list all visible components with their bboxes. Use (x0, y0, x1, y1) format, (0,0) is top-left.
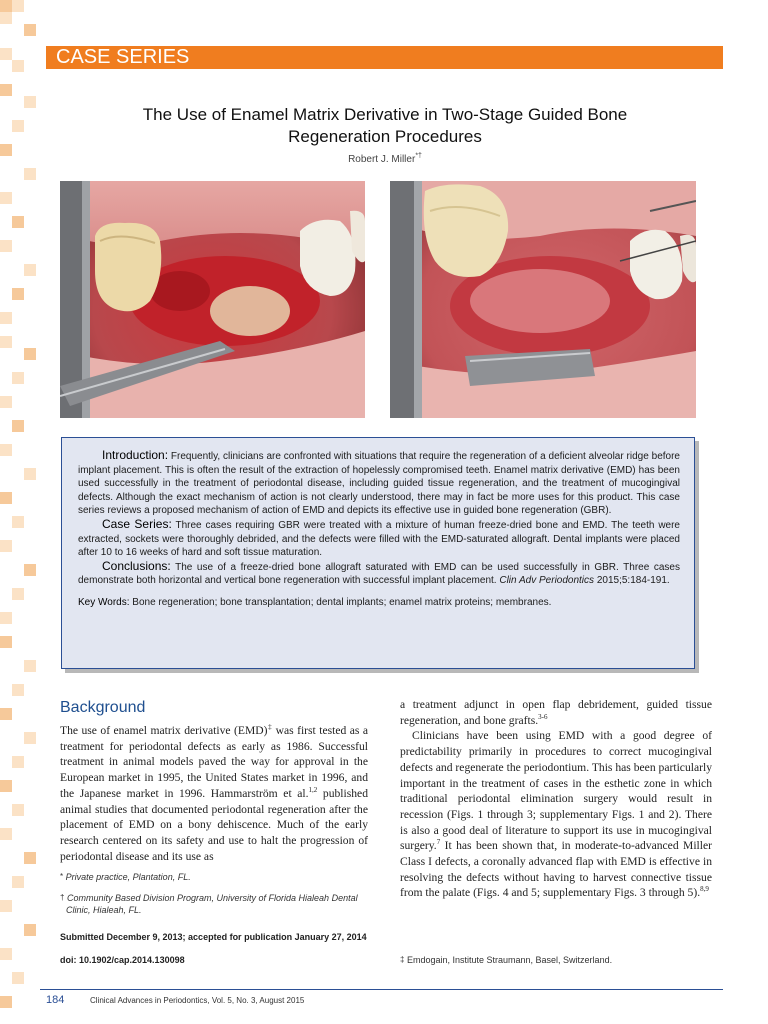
footnote-2-line-1: Community Based Division Program, University of Florida Hialeah Dental (66, 893, 358, 903)
decorative-square (24, 660, 36, 672)
body-column-left (60, 698, 368, 864)
decorative-square (12, 0, 24, 12)
decorative-square (0, 708, 12, 720)
decorative-side-strip (0, 0, 36, 1024)
article-title-line-1: The Use of Enamel Matrix Derivative in Two-Stage Guided Bone (142, 105, 628, 124)
decorative-square (24, 732, 36, 744)
background-paragraph-1 (60, 723, 368, 864)
author-name: Robert J. Miller (348, 154, 416, 165)
decorative-square (0, 312, 12, 324)
background-paragraph-2 (400, 728, 712, 901)
decorative-square (0, 0, 12, 12)
decorative-square (24, 852, 36, 864)
decorative-square (12, 216, 24, 228)
abstract-box (61, 437, 695, 669)
citation-ref-8-9: 8,9 (700, 885, 709, 894)
decorative-square (0, 12, 12, 24)
citation-ref-1-2: 1,2 (308, 785, 318, 794)
footnote-mark-dagger: † (60, 893, 65, 902)
decorative-square (24, 96, 36, 108)
author-affiliation-marks: *† (415, 152, 422, 160)
abstract-key-words (78, 596, 680, 610)
abstract-conclusions (78, 560, 680, 588)
decorative-square (24, 924, 36, 936)
decorative-square (12, 420, 24, 432)
section-label-bar (46, 46, 723, 69)
key-words-text: Bone regeneration; bone transplantation; dental implants; enamel matrix proteins; membranes. (132, 596, 552, 608)
background-r1-text: a treatment adjunct in open flap debridement, guided tissue regeneration, and bone grafts. (400, 698, 712, 727)
decorative-square (0, 492, 12, 504)
decorative-square (12, 972, 24, 984)
decorative-square (12, 60, 24, 72)
decorative-square (12, 588, 24, 600)
footnote-1-text: Private practice, Plantation, FL. (65, 872, 191, 882)
decorative-square (12, 876, 24, 888)
decorative-square (0, 192, 12, 204)
abstract-concl-text: The use of a freeze-dried bone allograft saturated with EMD can be used successfully in GBR. Three cases demonstrate both horizontal and vertical bone regeneration with successful implant placement. (78, 561, 680, 587)
decorative-square (24, 468, 36, 480)
body-column-right (400, 697, 712, 901)
footnote-affiliation-2 (60, 892, 370, 916)
background-p1-text-a: The use of enamel matrix derivative (EMD) (60, 724, 268, 737)
decorative-square (0, 144, 12, 156)
decorative-square (0, 240, 12, 252)
decorative-square (12, 516, 24, 528)
article-title-line-2: Regeneration Procedures (288, 127, 482, 146)
decorative-square (0, 828, 12, 840)
decorative-square (0, 444, 12, 456)
footer-divider (40, 989, 723, 990)
journal-footer: Clinical Advances in Periodontics, Vol. 5, No. 3, August 2015 (90, 996, 305, 1005)
abstract-case-heading: Case Series: (102, 516, 172, 531)
doi-link[interactable]: doi: 10.1902/cap.2014.130098 (60, 955, 185, 965)
abstract-intro-text: Frequently, clinicians are confronted with situations that require the regeneration of a deficient alveolar ridge before implant placement. This is often the result of the extraction of hopelessly compromised teeth. Enamel matrix derivative (EMD) has been used successfully in the treatment of periodontal disease, including guided tissue regeneration, and the treatment of mucogingival defects. Although the exact mechanism of action is not clearly understood, there may in fact be more uses for this product. This case series reviews a proposed mechanism of action of EMD and depicts its effective use in guided bone regeneration (GBR). (78, 451, 680, 517)
footnote-2-line-2: Clinic, Hialeah, FL. (66, 905, 142, 915)
submission-dates: Submitted December 9, 2013; accepted for publication January 27, 2014 (60, 932, 367, 942)
footnote-mark-asterisk: * (60, 872, 64, 881)
decorative-square (12, 804, 24, 816)
decorative-square (0, 396, 12, 408)
decorative-square (12, 684, 24, 696)
footnote-3-text: Emdogain, Institute Straumann, Basel, Switzerland. (406, 955, 613, 965)
decorative-square (0, 900, 12, 912)
decorative-square (0, 540, 12, 552)
section-label: CASE SERIES (56, 46, 190, 68)
clinical-photo-right (390, 181, 696, 418)
abstract-concl-heading: Conclusions: (102, 558, 171, 573)
key-words-heading: Key Words: (78, 596, 130, 608)
background-r2-text-a: Clinicians have been using EMD with a good degree of predictability primarily in procedures to correct mucogingival defects and regenerate the periodontium. This has been particularly important in the treatment of cases in the esthetic zone in which traditional periodontal elimination surgery would result in recession (Figs. 1 through 3; supplementary Figs. 1 and 2). There is also a good deal of literature to support its use in mucogingival surgery. (400, 729, 712, 853)
decorative-square (0, 84, 12, 96)
abstract-case-series (78, 518, 680, 560)
clinical-photo-left (60, 181, 365, 418)
decorative-square (12, 372, 24, 384)
abstract-case-text: Three cases requiring GBR were treated with a mixture of human freeze-dried bone and EMD. The teeth were extracted, sockets were thoroughly debrided, and the defects were filled with the EMD-saturated allograft. Dental implants were placed after 10 to 16 weeks of hard and soft tissue maturation. (78, 519, 680, 559)
abstract-citation-journal: Clin Adv Periodontics (499, 575, 595, 587)
abstract-introduction (78, 449, 680, 518)
citation-ref-3-6: 3-6 (538, 712, 548, 721)
author-line (60, 154, 710, 165)
article-title (60, 104, 710, 148)
decorative-square (0, 612, 12, 624)
background-paragraph-1-continued (400, 697, 712, 728)
abstract-citation-details: 2015;5:184-191. (596, 575, 670, 587)
decorative-square (12, 756, 24, 768)
citation-ref-7: 7 (436, 838, 441, 847)
decorative-square (0, 948, 12, 960)
footnote-affiliation-1 (60, 871, 370, 883)
decorative-square (0, 48, 12, 60)
background-p1-text-c: published animal studies that documented periodontal regeneration after the placement of EMD on a bony dehiscence. Much of the early research centered on its safety and use to halt the progression of periodontal disease and its use as (60, 786, 368, 863)
decorative-square (0, 780, 12, 792)
decorative-square (0, 636, 12, 648)
footnote-ref-mark: ‡ (267, 723, 273, 732)
decorative-square (0, 996, 12, 1008)
decorative-square (0, 336, 12, 348)
abstract-intro-heading: Introduction: (102, 448, 169, 462)
footnote-product (400, 954, 700, 966)
decorative-square (24, 168, 36, 180)
decorative-square (24, 564, 36, 576)
decorative-square (24, 24, 36, 36)
decorative-square (24, 264, 36, 276)
background-p1-text-b: was first tested as a treatment for periodontal defects as early as 1986. Successful treatment in animal models paved the way for approval in the European market in 1995, the United States market in 1996, and the Japanese market in 1996. Hammarström et al. (60, 724, 369, 800)
decorative-square (12, 288, 24, 300)
page-number: 184 (46, 994, 65, 1006)
background-heading: Background (60, 699, 146, 716)
decorative-square (12, 120, 24, 132)
decorative-square (24, 348, 36, 360)
background-r2-text-b: It has been shown that, in moderate-to-advanced Miller Class I defects, a coronally advanced flap with EMD is effective in resolving the defects without having to harvest connective tissue from the palate (Figs. 4 and 5; supplementary Figs. 3 through 5). (400, 839, 712, 900)
footnote-mark-double-dagger: ‡ (400, 955, 405, 964)
